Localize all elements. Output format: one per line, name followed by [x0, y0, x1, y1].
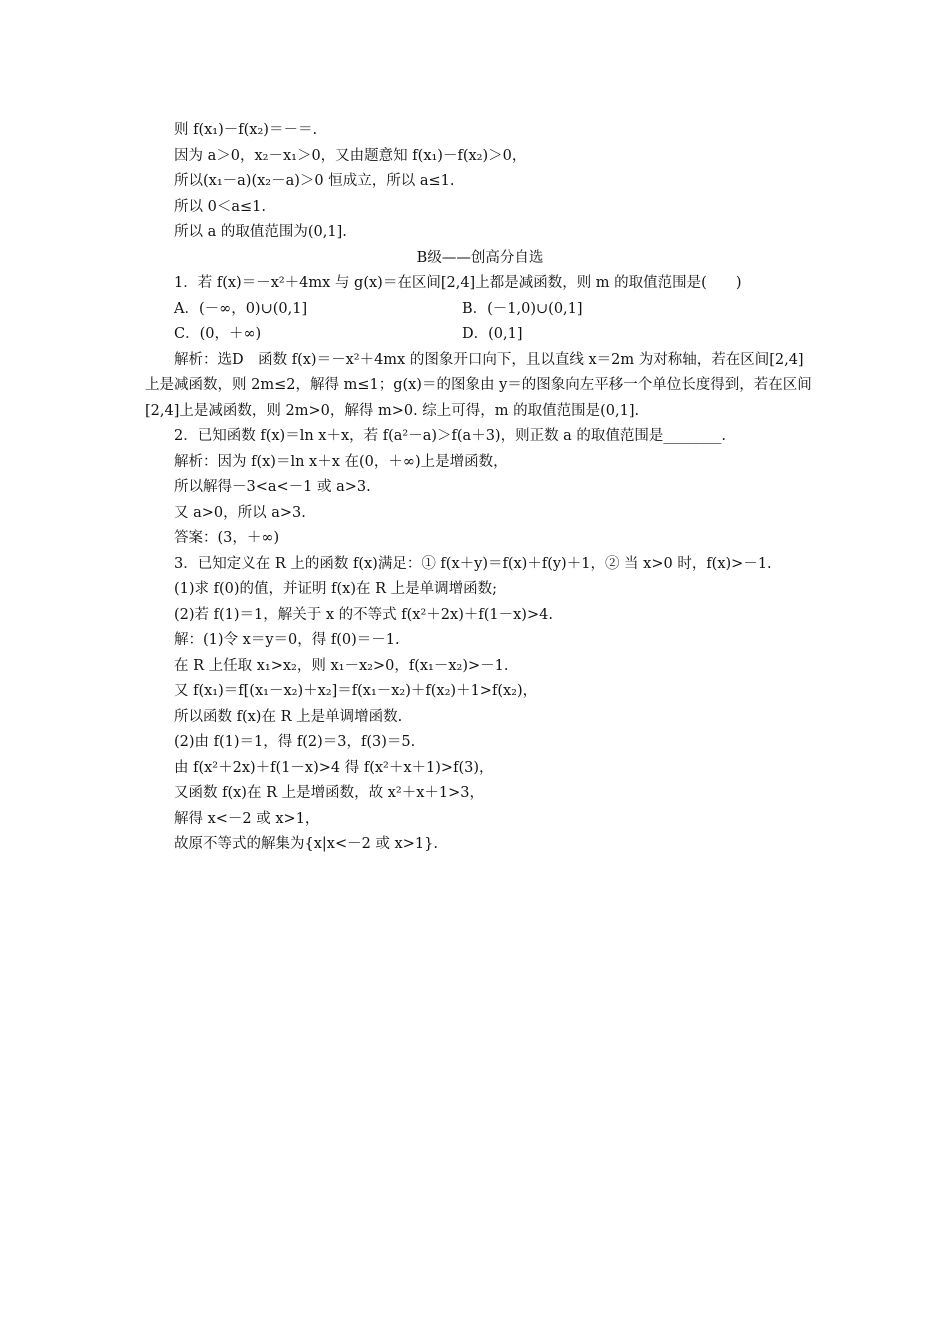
question-2-stem: 2．已知函数 f(x)＝ln x＋x，若 f(a²－a)＞f(a＋3)，则正数 a 的取值范围是________. — [174, 428, 727, 444]
answer-line: 答案：(3，＋∞) — [174, 530, 280, 546]
option-c: C．(0，＋∞) — [174, 326, 262, 342]
option-b: B．(－1,0)∪(0,1] — [462, 300, 583, 317]
document-page — [145, 118, 815, 858]
text-line: 因为 a＞0，x₂－x₁＞0，又由题意知 f(x₁)－f(x₂)＞0， — [174, 147, 527, 164]
question-1-solution: 解析：选D 函数 f(x)＝－x²＋4mx 的图象开口向下，且以直线 x＝2m 为对称轴，若在区间[2,4]上是减函数，则 2m≤2，解得 m≤1；g(x)＝的图象由 y＝的图象向左平移一个单位长度得到，若在区间[2,4]上是减函数，则 2m>0，解得 m>0. 综上可得，m 的取值范围是(0,1]. — [145, 351, 812, 419]
section-title: B级——创高分自选 — [416, 249, 544, 266]
text-line: (1)求 f(0)的值，并证明 f(x)在 R 上是单调增函数; — [174, 581, 498, 597]
question-1-stem: 1．若 f(x)＝－x²＋4mx 与 g(x)＝在区间[2,4]上都是减函数，则 m 的取值范围是( ) — [174, 275, 742, 291]
text-line: 故原不等式的解集为{x|x<－2 或 x>1}. — [174, 836, 438, 852]
text-line: 所以解得－3<a<－1 或 a>3. — [174, 479, 371, 495]
text-line: 所以(x₁－a)(x₂－a)＞0 恒成立，所以 a≤1. — [174, 173, 455, 189]
question-3-stem: 3．已知定义在 R 上的函数 f(x)满足：① f(x＋y)＝f(x)＋f(y)＋1，② 当 x>0 时，f(x)>－1. — [174, 555, 772, 572]
text-line: 由 f(x²＋2x)＋f(1－x)>4 得 f(x²＋x＋1)>f(3)， — [174, 759, 494, 776]
text-line: 所以函数 f(x)在 R 上是单调增函数. — [174, 708, 403, 725]
text-line: 解析：因为 f(x)＝ln x＋x 在(0，＋∞)上是增函数， — [174, 453, 508, 470]
text-line: 在 R 上任取 x₁>x₂，则 x₁－x₂>0，f(x₁－x₂)>－1. — [174, 657, 509, 674]
text-line: (2)由 f(1)＝1，得 f(2)＝3，f(3)＝5. — [174, 734, 416, 750]
text-line: (2)若 f(1)＝1，解关于 x 的不等式 f(x²＋2x)＋f(1－x)>4. — [174, 606, 553, 623]
text-line: 解得 x<－2 或 x>1， — [174, 810, 320, 827]
option-a: A．(－∞，0)∪(0,1] — [174, 300, 308, 317]
question-1-options-row-1 — [145, 297, 815, 323]
text-line: 所以 0＜a≤1. — [174, 198, 266, 215]
option-d: D．(0,1] — [462, 326, 523, 342]
text-line: 解：(1)令 x＝y＝0，得 f(0)＝－1. — [174, 632, 400, 648]
text-line: 又函数 f(x)在 R 上是增函数，故 x²＋x＋1>3， — [174, 785, 484, 801]
text-line: 又 f(x₁)＝f[(x₁－x₂)＋x₂]＝f(x₁－x₂)＋f(x₂)＋1>f(x₂)， — [174, 683, 538, 699]
text-line: 又 a>0，所以 a>3. — [174, 504, 306, 521]
text-line: 则 f(x₁)－f(x₂)＝－＝. — [174, 122, 318, 138]
question-1-options-row-2 — [145, 322, 815, 348]
text-line: 所以 a 的取值范围为(0,1]. — [174, 224, 347, 240]
